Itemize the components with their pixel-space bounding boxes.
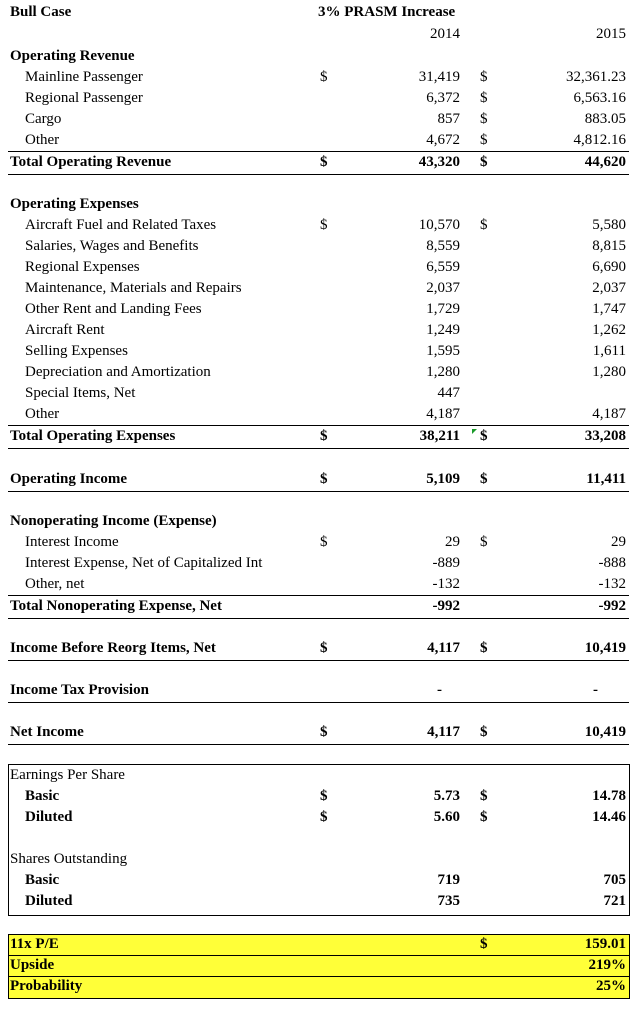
value-2015: 14.46 xyxy=(592,809,626,825)
value-2014: 8,559 xyxy=(426,238,460,254)
row-label: Salaries, Wages and Benefits xyxy=(25,238,199,254)
row-label: Depreciation and Amortization xyxy=(25,364,211,380)
value-2014: 857 xyxy=(437,111,460,127)
value-2015: 721 xyxy=(603,893,626,909)
table-row xyxy=(0,67,640,88)
heading-label: Nonoperating Income (Expense) xyxy=(10,513,217,529)
value-2014: 4,672 xyxy=(426,132,460,148)
table-row xyxy=(0,109,640,130)
row-label: Basic xyxy=(25,872,60,888)
total-row xyxy=(0,469,640,490)
value-2014: - xyxy=(437,682,442,698)
table-row xyxy=(0,786,640,807)
dollar-sign: $ xyxy=(480,69,488,85)
year-column-2: 2015 xyxy=(596,26,626,42)
row-label: Total Nonoperating Expense, Net xyxy=(10,598,222,614)
row-label: Diluted xyxy=(25,809,73,825)
row-label: Income Before Reorg Items, Net xyxy=(10,640,216,656)
divider xyxy=(8,702,629,703)
value-2014: 1,595 xyxy=(426,343,460,359)
table-row xyxy=(0,215,640,236)
value-2015: -132 xyxy=(598,576,626,592)
value-2015: 883.05 xyxy=(584,111,626,127)
divider xyxy=(8,744,629,745)
table-row xyxy=(0,278,640,299)
value-2015: 25% xyxy=(596,978,626,994)
table-row xyxy=(0,574,640,595)
value-2014: 1,280 xyxy=(426,364,460,380)
value-2014: 447 xyxy=(437,385,460,401)
row-label: Operating Income xyxy=(10,471,128,487)
row-label: Other, net xyxy=(25,576,85,592)
row-label: Aircraft Fuel and Related Taxes xyxy=(25,217,217,233)
dollar-sign: $ xyxy=(480,640,488,656)
row-label: Other xyxy=(25,132,60,148)
value-2014: 29 xyxy=(445,534,460,550)
heading-label: Operating Revenue xyxy=(10,48,135,64)
value-2015: 1,747 xyxy=(592,301,626,317)
value-2014: -132 xyxy=(432,576,460,592)
dollar-sign: $ xyxy=(320,154,328,170)
value-2014: 1,729 xyxy=(426,301,460,317)
value-2015: 159.01 xyxy=(584,936,626,952)
table-row xyxy=(0,870,640,891)
total-row xyxy=(0,638,640,659)
dollar-sign: $ xyxy=(480,111,488,127)
table-row xyxy=(0,320,640,341)
value-2015: 1,262 xyxy=(592,322,626,338)
scenario-label: 3% PRASM Increase xyxy=(318,4,456,20)
section-heading xyxy=(0,194,640,215)
divider xyxy=(8,448,629,449)
value-2015: -992 xyxy=(598,598,626,614)
heading-label: Earnings Per Share xyxy=(10,767,125,783)
heading-label: Shares Outstanding xyxy=(10,851,128,867)
dollar-sign: $ xyxy=(480,132,488,148)
table-row xyxy=(0,891,640,912)
value-2014: 1,249 xyxy=(426,322,460,338)
dollar-sign: $ xyxy=(320,640,328,656)
value-2014: 43,320 xyxy=(418,154,460,170)
row-label: Other Rent and Landing Fees xyxy=(25,301,202,317)
row-label: Mainline Passenger xyxy=(25,69,143,85)
row-label: Special Items, Net xyxy=(25,385,136,401)
row-label: 11x P/E xyxy=(10,936,59,952)
total-row xyxy=(0,426,640,447)
table-row xyxy=(0,236,640,257)
row-label: Probability xyxy=(10,978,83,994)
table-row xyxy=(0,299,640,320)
divider xyxy=(8,660,629,661)
value-2014: 719 xyxy=(437,872,460,888)
value-2014: 31,419 xyxy=(418,69,460,85)
value-2014: 6,559 xyxy=(426,259,460,275)
table-row xyxy=(0,976,640,997)
table-row xyxy=(0,553,640,574)
row-label: Interest Expense, Net of Capitalized Int xyxy=(25,555,263,571)
value-2014: 5.60 xyxy=(433,809,460,825)
dollar-sign: $ xyxy=(320,809,328,825)
value-2015: 6,563.16 xyxy=(573,90,626,106)
dollar-sign: $ xyxy=(320,69,328,85)
table-row xyxy=(0,362,640,383)
table-row xyxy=(0,257,640,278)
value-2014: -889 xyxy=(432,555,460,571)
value-2015: 5,580 xyxy=(592,217,626,233)
dollar-sign: $ xyxy=(480,788,488,804)
value-2014: 38,211 xyxy=(419,428,460,444)
value-2015: 6,690 xyxy=(592,259,626,275)
section-heading xyxy=(0,511,640,532)
value-2014: 4,187 xyxy=(426,406,460,422)
total-row xyxy=(0,680,640,701)
row-label: Basic xyxy=(25,788,60,804)
value-2014: 4,117 xyxy=(427,724,460,740)
value-2015: 10,419 xyxy=(584,724,626,740)
page-title: Bull Case xyxy=(10,4,72,20)
row-label: Maintenance, Materials and Repairs xyxy=(25,280,242,296)
section-heading xyxy=(0,849,640,870)
dollar-sign: $ xyxy=(320,724,328,740)
dollar-sign: $ xyxy=(480,428,488,444)
value-2014: 4,117 xyxy=(427,640,460,656)
row-label: Total Operating Expenses xyxy=(10,428,176,444)
total-row xyxy=(0,722,640,743)
total-row xyxy=(0,596,640,617)
value-2014: 2,037 xyxy=(426,280,460,296)
value-2015: -888 xyxy=(598,555,626,571)
value-2014: -992 xyxy=(432,598,460,614)
value-2015: 10,419 xyxy=(584,640,626,656)
value-2015: 29 xyxy=(611,534,626,550)
row-label: Selling Expenses xyxy=(25,343,128,359)
divider xyxy=(8,491,629,492)
value-2015: 4,812.16 xyxy=(573,132,626,148)
row-label: Total Operating Revenue xyxy=(10,154,172,170)
dollar-sign: $ xyxy=(480,471,488,487)
dollar-sign: $ xyxy=(480,936,488,952)
value-2015: 8,815 xyxy=(592,238,626,254)
value-2015: 219% xyxy=(588,957,626,973)
value-2015: 1,280 xyxy=(592,364,626,380)
table-row xyxy=(0,934,640,955)
total-row xyxy=(0,152,640,173)
value-2014: 5.73 xyxy=(433,788,460,804)
dollar-sign: $ xyxy=(320,217,328,233)
row-label: Interest Income xyxy=(25,534,119,550)
table-row xyxy=(0,404,640,425)
value-2015: 4,187 xyxy=(592,406,626,422)
row-label: Regional Expenses xyxy=(25,259,140,275)
value-2015: 1,611 xyxy=(592,343,626,359)
section-heading xyxy=(0,765,640,786)
row-label: Income Tax Provision xyxy=(10,682,149,698)
table-row xyxy=(0,130,640,151)
table-row xyxy=(0,807,640,828)
value-2015: 705 xyxy=(603,872,626,888)
row-label: Net Income xyxy=(10,724,84,740)
row-label: Regional Passenger xyxy=(25,90,143,106)
dollar-sign: $ xyxy=(480,534,488,550)
section-heading xyxy=(0,46,640,67)
dollar-sign: $ xyxy=(320,534,328,550)
value-2015: 33,208 xyxy=(584,428,626,444)
table-row xyxy=(0,532,640,553)
dollar-sign: $ xyxy=(480,809,488,825)
table-row xyxy=(0,955,640,976)
year-column-1: 2014 xyxy=(430,26,460,42)
table-row xyxy=(0,88,640,109)
table-row xyxy=(0,383,640,404)
dollar-sign: $ xyxy=(480,154,488,170)
value-2015: - xyxy=(593,682,598,698)
row-label: Upside xyxy=(10,957,55,973)
row-label: Aircraft Rent xyxy=(25,322,105,338)
row-label: Cargo xyxy=(25,111,62,127)
divider xyxy=(8,174,629,175)
table-row xyxy=(0,341,640,362)
value-2015: 44,620 xyxy=(584,154,626,170)
value-2015: 14.78 xyxy=(592,788,626,804)
value-2014: 6,372 xyxy=(426,90,460,106)
value-2015: 11,411 xyxy=(586,471,626,487)
dollar-sign: $ xyxy=(320,788,328,804)
dollar-sign: $ xyxy=(480,90,488,106)
dollar-sign: $ xyxy=(320,471,328,487)
value-2014: 735 xyxy=(437,893,460,909)
row-label: Other xyxy=(25,406,60,422)
dollar-sign: $ xyxy=(320,428,328,444)
dollar-sign: $ xyxy=(480,724,488,740)
value-2015: 32,361.23 xyxy=(566,69,626,85)
dollar-sign: $ xyxy=(480,217,488,233)
value-2014: 5,109 xyxy=(426,471,460,487)
heading-label: Operating Expenses xyxy=(10,196,139,212)
divider xyxy=(8,618,629,619)
value-2015: 2,037 xyxy=(592,280,626,296)
row-label: Diluted xyxy=(25,893,73,909)
value-2014: 10,570 xyxy=(418,217,460,233)
